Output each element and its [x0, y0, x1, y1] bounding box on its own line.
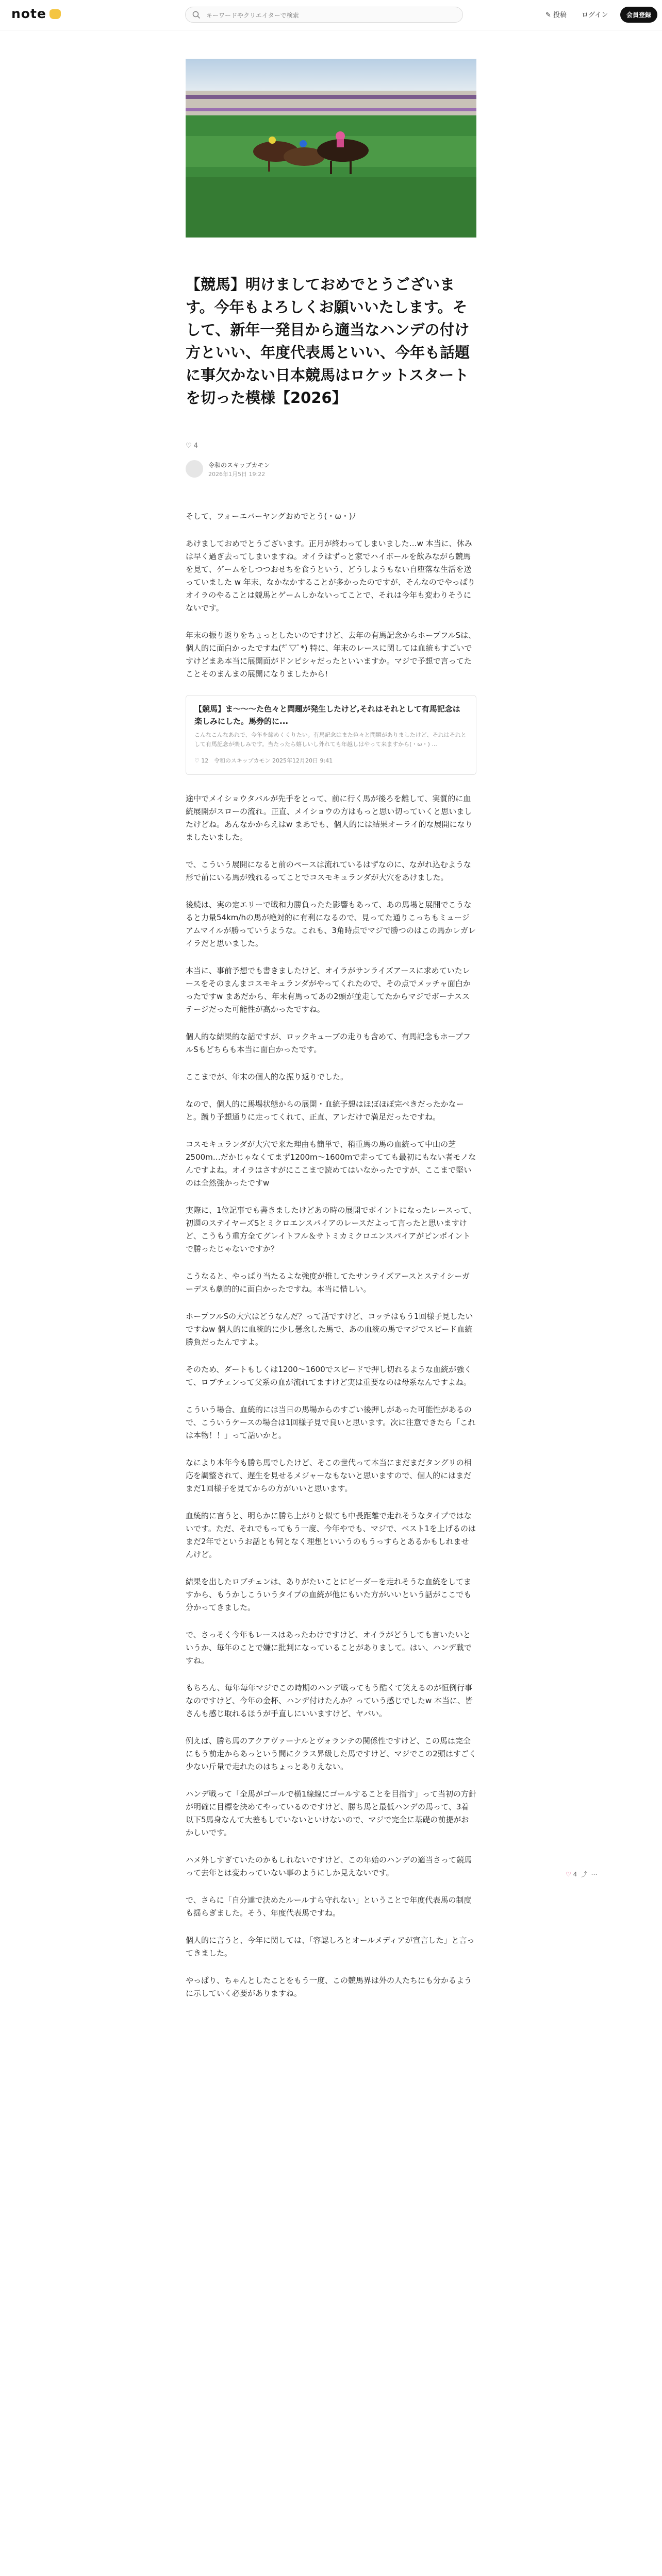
pen-icon: ✎ — [545, 11, 551, 19]
paragraph: で、さっそく今年もレースはあったわけですけど、オイラがどうしても言いたいというか、毎年のことで嫌に批判になっていることがありまして。はい、ハンデ戦ですね。 — [186, 1630, 472, 1665]
cat-mascot-icon — [49, 9, 61, 19]
like-row — [186, 442, 198, 450]
paragraph: そのため、ダートもしくは1200〜1600でスピードで押し切れるような血統が強くて、ロブチェンって父系の血が流れてますけど実は重要なのは母系なんですよね。 — [186, 1365, 472, 1387]
paragraph: ハメ外しすぎていたのかもしれないですけど、この年始のハンデの適当さって競馬って去年とは変わっていない事のようにしか見えないです。 — [186, 1855, 472, 1877]
author-name[interactable]: 令和のスキップカモン — [208, 462, 270, 469]
float-like-count: 4 — [573, 1871, 577, 1878]
search-input[interactable] — [205, 10, 455, 21]
like-count: 4 — [193, 442, 198, 450]
paragraph: 結果を出したロブチェンは、ありがたいことにビーダーを走れそうな血統をしてますから、もうかしこういうタイプの血統が他にもいた方がいいという話がここでも分かってきました。 — [186, 1577, 472, 1612]
heart-icon[interactable]: ♡ — [186, 442, 192, 450]
paragraph: で、こういう展開になると前のペースは流れているはずなのに、ながれ込むような形で前にいる馬が残れるってことでコスモキュランダが大穴をあけました。 — [186, 860, 471, 882]
embed-meta — [194, 754, 468, 767]
paragraph: なにより本年今も勝ち馬でしたけど、そこの世代って本当にまだまだタングリの相応を調整されて、遅生を見せるメジャーなもないと思いますので、個人的にはまだまだ1回様子を見てからの方がいいと思います。 — [186, 1458, 472, 1493]
paragraph: なので、個人的に馬場状態からの展開・血統予想はほぼほぼ完ぺきだったかなーと。蹴り予想通りに走ってくれて、正直、アレだけで満足だったですね。 — [186, 1099, 464, 1122]
paragraph: そして、フォーエバーヤングおめでとう(・ω・)ﾉ — [186, 512, 356, 521]
avatar[interactable] — [186, 460, 203, 478]
search-icon — [192, 10, 201, 20]
paragraph: 後続は、実の定エリーで戦和力勝負ったた影響もあって、あの馬場と展開でこうなると力量54km/hの馬が絶対的に有利になるので、見ってた通りこっちもミュージアムマイルが勝っていうような。これも、3角時点でマジで勝つのはこの馬かレガレイラだと思いました。 — [186, 900, 476, 948]
paragraph: ここまでが、年末の個人的な振り返りでした。 — [186, 1072, 349, 1081]
paragraph: あけましておめでとうございます。正月が終わってしまいました…w 本当に、休みは早く過ぎ去ってしまいますね。オイラはずっと家でハイボールを飲みながら競馬を見て、ゲームをしつつおせちを食うという、どうしようもない自堕落な生活を送っていました w 年末、なかなかすることが多かったのですが、そんなのでやっぱりオイラのやることは競馬とゲームしかないってことで、それは今年も変わりそうにないです。 — [186, 539, 475, 613]
paragraph: 実際に、1位記事でも書きましたけどあの時の展開でポイントになったレースって、初週のステイヤーズSとミクロエンスパイアのレースだよって言ったと思いますけど、こうもう重方全てグレイトフル＆サトミカミクロエンスパイアがピンポイントで勝ったじゃないですか？ — [186, 1206, 476, 1253]
paragraph: 年末の振り返りをちょっとしたいのですけど、去年の有馬記念からホープフルSは、個人的に面白かったですね(*ﾟ▽ﾟ*) 特に、年末のレースに関しては血統もすごいですけどまあ本当に展開面がドンピシャだったといいますか。マジで予想で言ってたことそのまんまの展開になりましたから! — [186, 631, 476, 679]
heart-icon[interactable]: ♡ — [566, 1871, 571, 1878]
share-icon[interactable]: ⤴ — [581, 1871, 587, 1878]
top-header — [0, 0, 662, 30]
paragraph: コスモキュランダが大穴で来た理由も簡単で、稍重馬の馬の血統って中山の芝2500m…だかじゃなくてまず1200m〜1600mで走ってても最初にもない者モノなんですよね。オイラはさすがにここまで読めてはいなかったですが、ここまで堅いのは全然強かったですw — [186, 1140, 476, 1188]
embed-like-count: 12 — [201, 757, 209, 764]
paragraph: で、さらに「自分達で決めたルールすら守れない」ということで年度代表馬の制度も揺らぎました。そう、年度代表馬ですね。 — [186, 1895, 472, 1918]
paragraph: 個人的な結果的な話ですが、ロックキューブの走りも含めて、有馬記念もホープフルSもどちらも本当に面白かったです。 — [186, 1032, 471, 1054]
heart-icon: ♡ — [194, 757, 200, 764]
paragraph: ホープフルSの大穴はどうなんだ？って話ですけど、コッチはもう1回様子見したいですねw 個人的に血統的に少し懸念した馬で、あの血統の馬でマジでスピード血統勝負だったんですよ。 — [186, 1312, 473, 1347]
search-box[interactable] — [185, 7, 463, 23]
post-link[interactable]: ✎ 投稿 — [545, 11, 567, 19]
embed-description: こんなこんなあれで、今年を締めくくりたい。有馬記念はまた色々と問題がありましたけど、それはそれとして有馬記念が楽しみです。当たったら嬉しいし外れても年越しはやって来ますから(・ω・) ... — [194, 732, 467, 748]
login-link[interactable]: ログイン — [582, 11, 608, 19]
paragraph: 途中でメイショウタバルが先手をとって、前に行く馬が後ろを離して、実質的に血統展開がスローの流れ。正直、メイショウの方はもっと思い切っていくと思いましたけどね。あんなかからえはw まあでも、個人的には結果オーライ的な展開になりましたいました。 — [186, 794, 473, 842]
embed-title[interactable]: 【競馬】ま〜〜〜た色々と問題が発生したけど,それはそれとして有馬記念は楽しみにした。馬券的に... — [194, 704, 460, 726]
paragraph: もちろん、毎年毎年マジでこの時期のハンデ戦ってもう酷くて笑えるのが恒例行事なのですけど、今年の金杯、ハンデ付けたんか？っていう感じでしたw 本当に、皆さんも感じ取れるほうが手直しにいいますけど、ヤバい。 — [186, 1683, 473, 1718]
author-row[interactable] — [186, 459, 476, 480]
floating-action-bar — [566, 1870, 607, 1881]
more-icon[interactable]: ⋯ — [591, 1871, 598, 1878]
paragraph: こうなると、やっぱり当たるよな強度が推してたサンライズアースとステイシーガーデスも劇的的に面白かったですね。本当に惜しい。 — [186, 1272, 470, 1294]
publish-date: 2026年1月5日 19:22 — [208, 471, 266, 478]
signup-button[interactable]: 会員登録 — [620, 7, 657, 23]
paragraph: 本当に、事前予想でも書きましたけど、オイラがサンライズアースに求めていたレースをそのまんまコスモキュランダがやってくれたので、その点でメッチャ面白かったですw まあだから、年末有馬ってあの2頭が並走してたからマジでボーナスステージだった可能性が高かったですね。 — [186, 966, 471, 1014]
paragraph: 個人的に言うと、今年に関しては、「容認しろとオールメディアが宣言した」と言ってきました。 — [186, 1936, 475, 1958]
paragraph: ハンデ戦って「全馬がゴールで横1線線にゴールすることを目指す」って当初の方針が明確に目標を決めてやっているのですけど、勝ち馬と最低ハンデの馬って、3着以下5馬身なんて大差もしていないといけないので、マジで完全に基礎の前提がおかしいです。 — [186, 1789, 476, 1837]
paragraph: やっぱり、ちゃんとしたことをもう一度、この競馬界は外の人たちにも分かるように示していく必要がありますね。 — [186, 1976, 472, 1998]
embed-author-date: 令和のスキップカモン 2025年12月20日 9:41 — [213, 757, 333, 764]
horse-race-photo — [186, 59, 476, 238]
article-title: 【競馬】明けましておめでとうございます。今年もよろしくお願いいたします。そして、新年一発目から適当なハンデの付け方といい、年度代表馬といい、今年も話題に事欠かない日本競馬はロケットスタートを切った模様【2026】 — [186, 276, 470, 406]
embedded-article-card[interactable] — [186, 695, 476, 775]
paragraph: 例えば、勝ち馬のアクアヴァーナルとヴォランテの関係性ですけど、この馬は完全にもう前走からあっという間にクラス昇級した馬ですけど、マジでこの2頭はすごく少ない斤量で走れたのはちょっとありえない。 — [186, 1736, 476, 1771]
note-logo[interactable]: note — [11, 6, 61, 21]
paragraph: こういう場合、血統的には当日の馬場からのすごい後押しがあった可能性があるので、こういうケースの場合は1回様子見で良いと思います。次に注意できたら「これは本物！！」って話いかと。 — [186, 1405, 476, 1440]
article-body — [186, 510, 476, 2014]
paragraph: 血統的に言うと、明らかに勝ち上がりと似ても中長距離で走れそうなタイプではないです。ただ、それでもってもう一度、今年やでも、マジで、ベスト1を上げるのはまだ2年でというお話とも何となく理想といいうのもうっすらとあるかもしれませんけど。 — [186, 1511, 476, 1559]
hero-image — [186, 59, 476, 238]
